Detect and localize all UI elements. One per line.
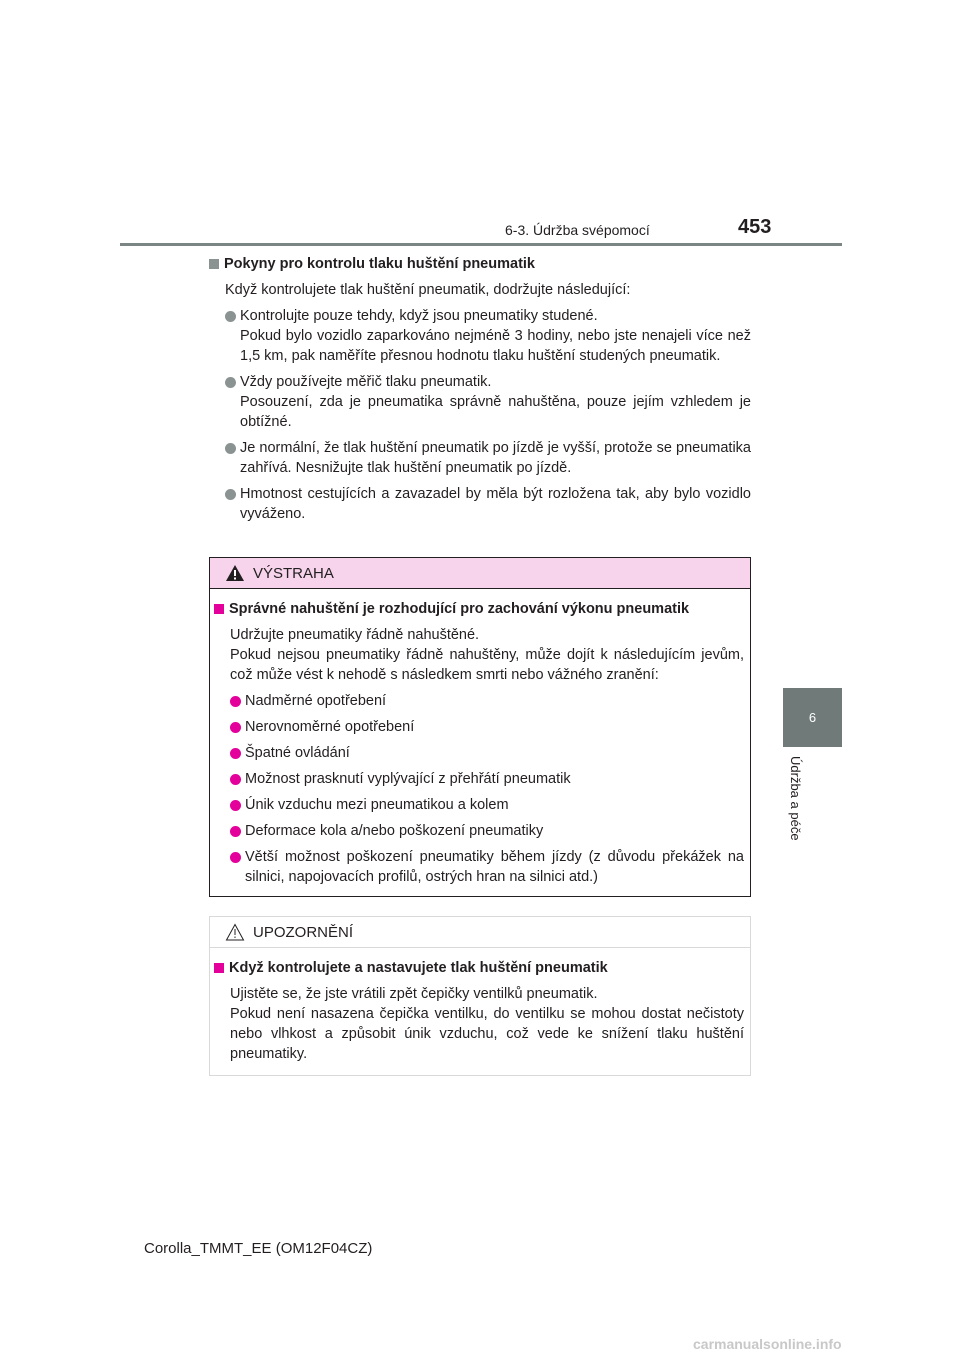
chapter-tab: 6 [783,688,842,747]
caution-triangle-icon [225,923,245,941]
caution-heading-text: Když kontrolujete a nastavujete tlak huštění pneumatik [229,960,608,976]
warning-bullet-list [214,691,744,887]
bullet-list [209,306,751,524]
caution-header [210,917,750,948]
round-bullet-icon [225,377,236,388]
round-bullet-icon [230,852,241,863]
list-item [209,306,751,366]
list-item-text: Možnost prasknutí vyplývající z přehřátí pneumatik [245,771,571,787]
list-item [214,691,744,711]
list-item [214,821,744,841]
list-item-text: Kontrolujte pouze tehdy, když jsou pneumatiky studené. Pokud bylo vozidlo zaparkováno nejméně 3 hodiny, nebo jste nenajeli více než 1,5 km, pak naměříte přesnou hodnotu tlaku huštění studených pneumatik. [240,308,751,364]
section-title: 6-3. Údržba svépomocí [505,222,650,238]
page-number: 453 [738,216,772,238]
warning-body [210,589,750,897]
heading-text: Pokyny pro kontrolu tlaku huštění pneumatik [224,256,535,272]
list-item [214,717,744,737]
round-bullet-icon [225,311,236,322]
list-item-text: Větší možnost poškození pneumatiky během jízdy (z důvodu překážek na silnici, napojovacích profilů, ostrých hran na silnici atd.) [245,849,744,885]
list-item [214,743,744,763]
chapter-title-text: Údržba a péče [788,756,803,841]
list-item-text: Únik vzduchu mezi pneumatikou a kolem [245,797,509,813]
caution-label: UPOZORNĚNÍ [253,923,354,941]
warning-heading-text: Správné nahuštění je rozhodující pro zachování výkonu pneumatik [229,601,690,617]
list-item-text: Je normální, že tlak huštění pneumatik po jízdě je vyšší, protože se pneumatika zahřívá. Nesnižujte tlak huštění pneumatik po jízdě. [240,440,751,476]
intro-text: Když kontrolujete tlak huštění pneumatik, dodržujte následující: [225,282,631,298]
warning-header [210,558,750,589]
square-bullet-icon [214,604,224,614]
list-item [214,795,744,815]
list-item-text: Nerovnoměrné opotřebení [245,719,415,735]
round-bullet-icon [230,748,241,759]
list-item [209,438,751,478]
list-item [209,484,751,524]
warning-box [209,557,751,897]
caution-heading [214,958,744,978]
list-item [214,847,744,887]
main-content [209,254,751,524]
document-id: Corolla_TMMT_EE (OM12F04CZ) [144,1240,373,1257]
chapter-title-vertical [785,756,807,856]
caution-text: Ujistěte se, že jste vrátili zpět čepičky ventilků pneumatik. Pokud není nasazena čepička ventilku, do ventilku se mohou dostat nečistoty nebo vlhkost a způsobit únik vzduchu, což vede ke snížení tlaku huštění pneumatiky. [230,986,744,1062]
list-item-text: Deformace kola a/nebo poškození pneumatiky [245,823,544,839]
warning-intro: Udržujte pneumatiky řádně nahuštěné. Pokud nejsou pneumatiky řádně nahuštěny, může dojít k následujícím jevům, což může vést k nehodě s následkem smrti nebo vážného zranění: [230,627,744,683]
round-bullet-icon [230,826,241,837]
caution-box [209,916,751,1076]
round-bullet-icon [225,443,236,454]
list-item-text: Špatné ovládání [245,745,350,761]
caution-body [210,948,750,1074]
round-bullet-icon [230,774,241,785]
square-bullet-icon [214,963,224,973]
list-item [214,769,744,789]
list-item-text: Vždy používejte měřič tlaku pneumatik. Posouzení, zda je pneumatika správně nahuštěna, pouze jejím vzhledem je obtížné. [240,374,751,430]
list-item-text: Nadměrné opotřebení [245,693,387,709]
round-bullet-icon [230,800,241,811]
round-bullet-icon [230,722,241,733]
round-bullet-icon [230,696,241,707]
list-item [209,372,751,432]
watermark: carmanualsonline.info [693,1336,842,1352]
warning-label: VÝSTRAHA [253,564,334,582]
warning-heading [214,599,744,619]
header-divider [120,243,842,246]
section-heading [209,254,751,274]
round-bullet-icon [225,489,236,500]
list-item-text: Hmotnost cestujících a zavazadel by měla být rozložena tak, aby bylo vozidlo vyváženo. [240,486,751,522]
square-bullet-icon [209,259,219,269]
warning-triangle-icon [225,564,245,582]
